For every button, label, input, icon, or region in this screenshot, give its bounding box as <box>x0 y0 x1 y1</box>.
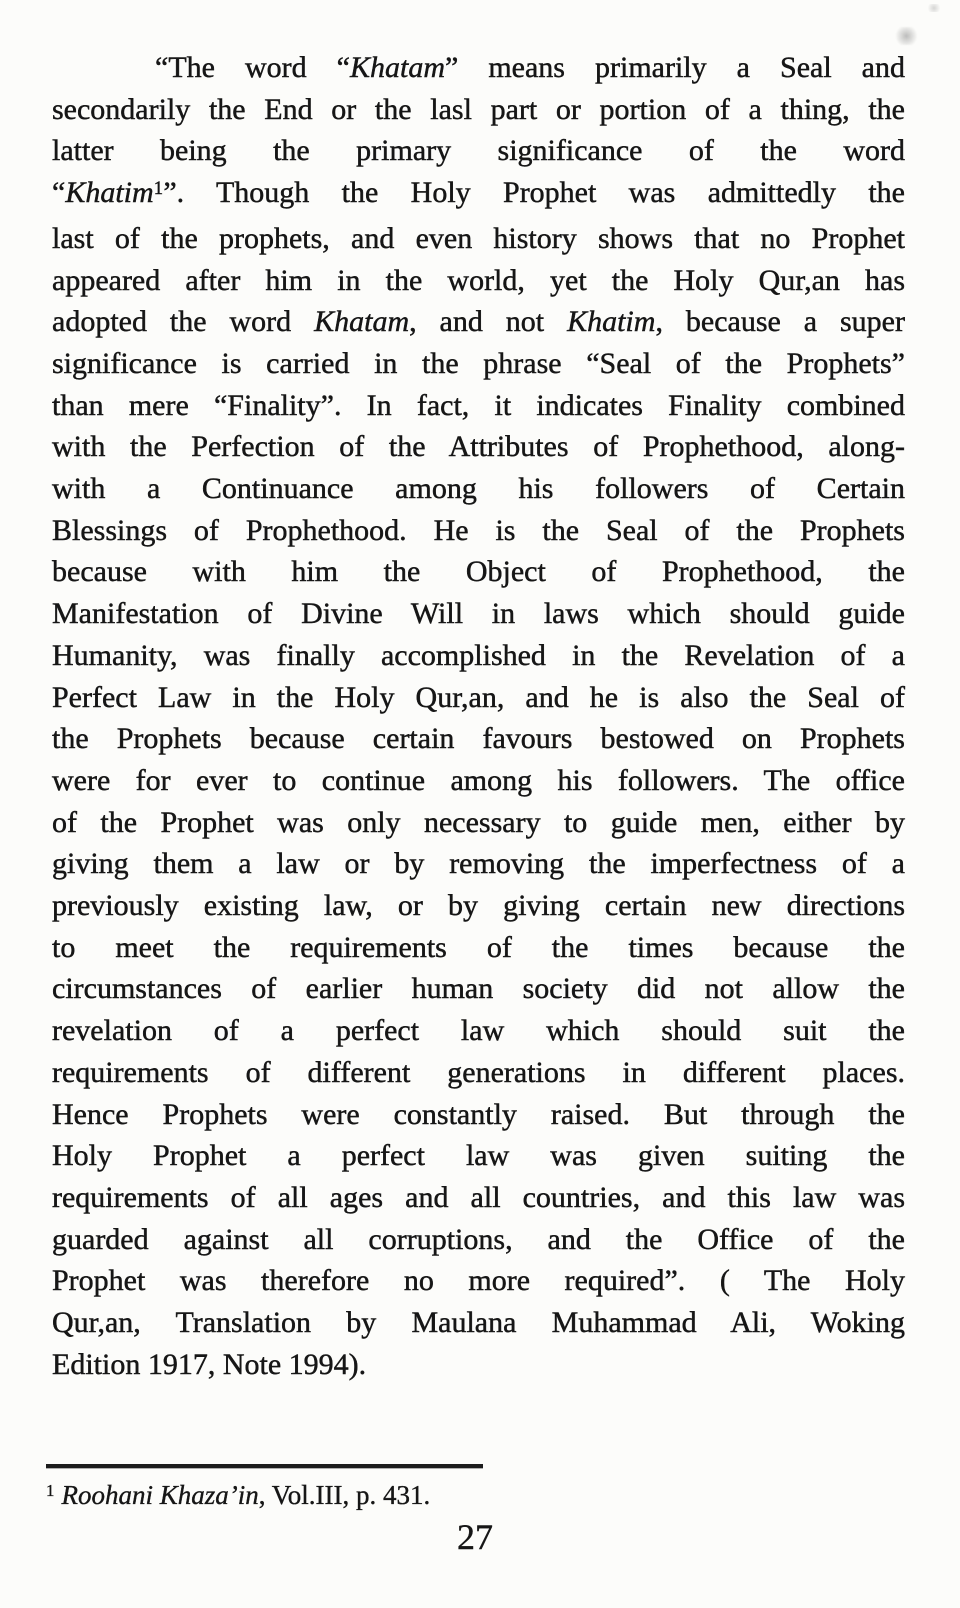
text-run: Prophet was therefore no more required”. ( The Holy <box>52 1264 905 1298</box>
text-run: previously existing law, or by giving certain new directions <box>52 889 905 923</box>
footnote-divider <box>46 1464 483 1468</box>
text-run: giving them a law or by removing the imperfectness of a <box>52 847 905 881</box>
paragraph-line <box>52 1135 905 1177</box>
paragraph-line <box>52 301 905 343</box>
text-run: “The word “ <box>155 51 350 84</box>
text-run: requirements of different generations in different places. <box>52 1055 905 1089</box>
paragraph-line <box>52 1344 905 1386</box>
superscript-marker: 1 <box>46 1481 55 1501</box>
paragraph-line <box>52 635 905 677</box>
italic-term: Khatim <box>567 305 656 339</box>
paragraph-line <box>52 1177 905 1219</box>
paragraph-line <box>52 218 905 260</box>
italic-term: Khatam <box>314 305 410 339</box>
text-run: to meet the requirements of the times because the <box>52 930 905 964</box>
paragraph-line <box>52 1094 905 1136</box>
footnote-citation <box>46 1477 646 1517</box>
scan-speckle <box>925 4 943 12</box>
text-run: ”. Though the Holy Prophet was admittedly the <box>163 176 905 210</box>
superscript-marker: 1 <box>153 177 164 199</box>
paragraph-line <box>52 843 905 885</box>
text-run: ” means primarily a Seal and <box>445 51 905 84</box>
paragraph-line <box>52 510 905 552</box>
text-run: of the Prophet was only necessary to guide men, either by <box>52 805 905 839</box>
paragraph-line <box>52 927 905 969</box>
paragraph-line <box>52 802 905 844</box>
body-paragraph <box>52 47 905 1386</box>
text-run: Holy Prophet a perfect law was given suiting the <box>52 1139 905 1173</box>
text-run: , Vol.III, p. 431. <box>258 1480 431 1510</box>
text-run: Blessings of Prophethood. He is the Seal of the Prophets <box>52 513 905 547</box>
paragraph-line <box>52 968 905 1010</box>
paragraph-line <box>52 260 905 302</box>
paragraph-line <box>52 1052 905 1094</box>
text-run: with the Perfection of the Attributes of Prophethood, along- <box>52 430 905 464</box>
paragraph-line <box>52 885 905 927</box>
text-run: , and not <box>409 305 568 339</box>
paragraph-line <box>52 1302 905 1344</box>
text-run: significance is carried in the phrase “Seal of the Prophets” <box>52 346 905 380</box>
paragraph-line <box>52 718 905 760</box>
text-run: secondarily the End or the lasl part or portion of a thing, the <box>52 92 905 126</box>
paragraph-line <box>52 677 905 719</box>
paragraph-line <box>52 1260 905 1302</box>
text-run: “ <box>52 176 66 210</box>
paragraph-line <box>52 130 905 172</box>
paragraph-line <box>52 1219 905 1261</box>
text-run: circumstances of earlier human society did not allow the <box>52 972 905 1006</box>
text-run: Manifestation of Divine Will in laws which should guide <box>52 597 905 631</box>
text-run: revelation of a perfect law which should suit the <box>52 1014 905 1048</box>
paragraph-line <box>52 172 905 218</box>
text-run: , because a super <box>655 305 905 339</box>
text-run: guarded against all corruptions, and the Office of the <box>52 1222 905 1256</box>
text-run: adopted the word <box>52 305 315 339</box>
text-run: than mere “Finality”. In fact, it indicates Finality combined <box>52 388 905 422</box>
paragraph-line <box>52 593 905 635</box>
text-run: the Prophets because certain favours bestowed on Prophets <box>52 722 905 756</box>
paragraph-line <box>52 1010 905 1052</box>
paragraph-line <box>52 47 905 89</box>
italic-term: Roohani Khaza’in <box>61 1480 259 1510</box>
paragraph-line <box>52 760 905 802</box>
paragraph-line <box>52 89 905 131</box>
text-run: Qur,an, Translation by Maulana Muhammad Ali, Woking <box>52 1306 905 1340</box>
paragraph-line <box>52 426 905 468</box>
page-number: 27 <box>457 1517 493 1557</box>
text-run: appeared after him in the world, yet the Holy Qur,an has <box>52 263 905 297</box>
text-run: Humanity, was finally accomplished in the Revelation of a <box>52 638 905 672</box>
scan-speckle <box>896 27 922 45</box>
paragraph-line <box>52 385 905 427</box>
paragraph-line <box>52 551 905 593</box>
text-run: last of the prophets, and even history shows that no Prophet <box>52 221 905 255</box>
paragraph-line <box>52 343 905 385</box>
text-run: with a Continuance among his followers of Certain <box>52 472 905 506</box>
text-run: because with him the Object of Prophethood, the <box>52 555 905 589</box>
text-run: Hence Prophets were constantly raised. But through the <box>52 1097 905 1131</box>
text-run: were for ever to continue among his followers. The office <box>52 763 905 797</box>
italic-term: Khatam <box>349 51 445 84</box>
text-run: requirements of all ages and all countries, and this law was <box>52 1180 905 1214</box>
text-run: Edition 1917, Note 1994). <box>52 1347 367 1381</box>
paragraph-line <box>52 468 905 510</box>
italic-term: Khatim <box>65 176 154 210</box>
text-run: Perfect Law in the Holy Qur,an, and he is also the Seal of <box>52 680 905 714</box>
text-run: latter being the primary significance of the word <box>52 134 905 168</box>
